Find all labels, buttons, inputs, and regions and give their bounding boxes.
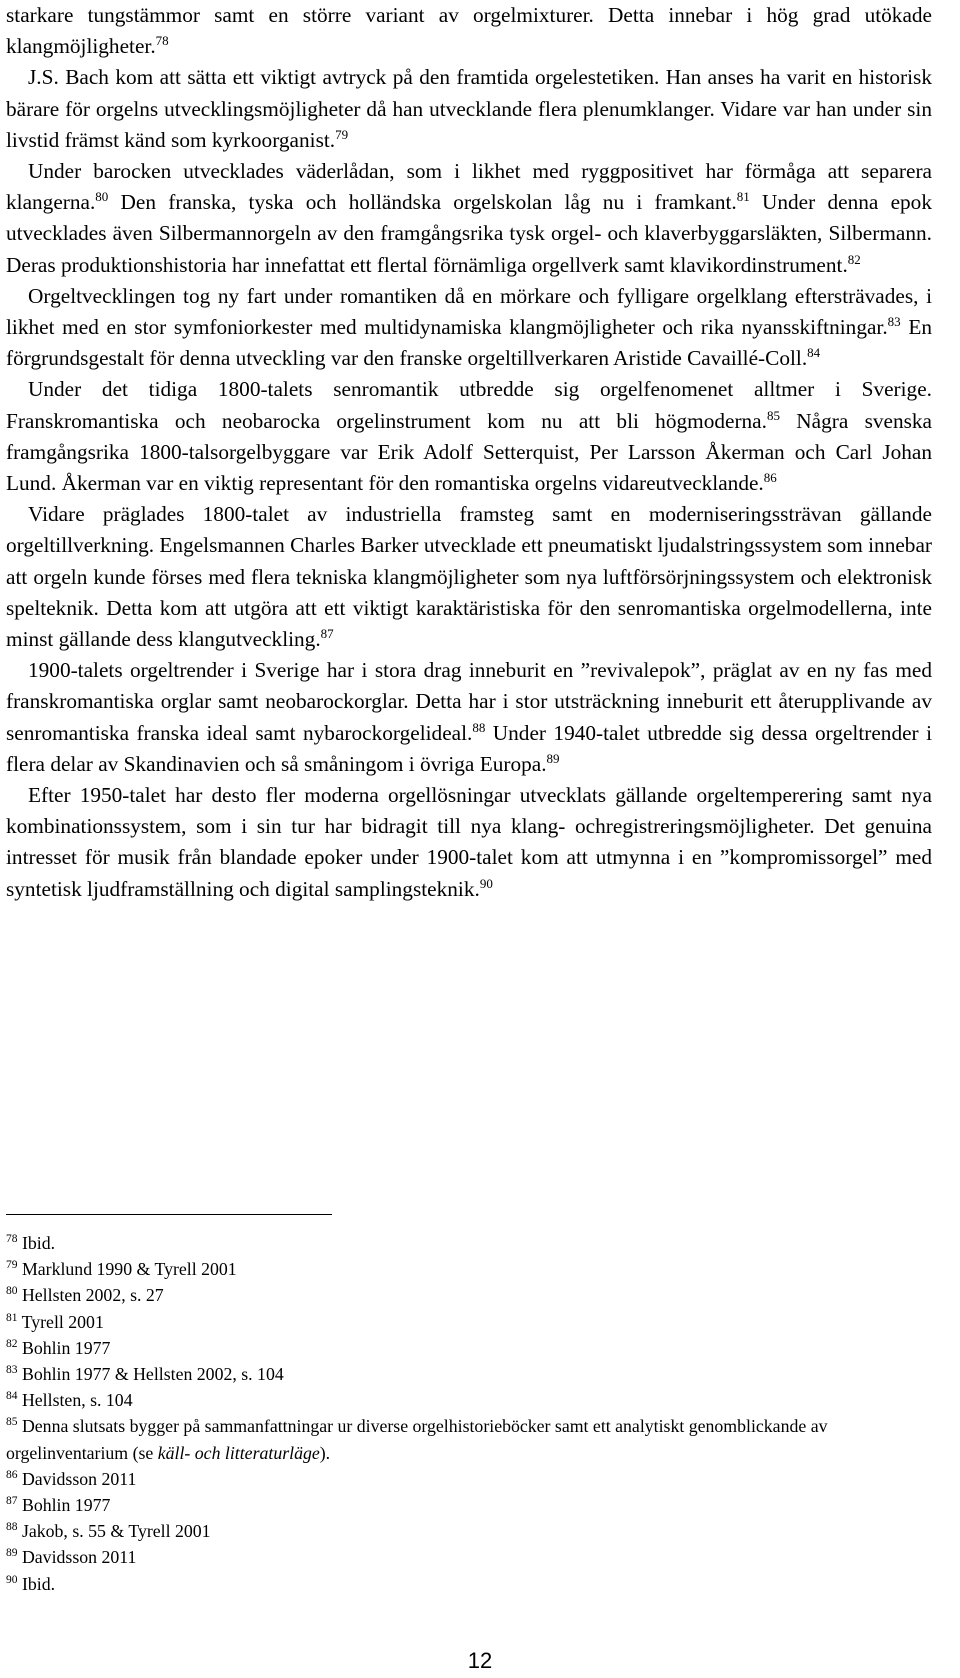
text-run: Orgeltvecklingen tog ny fart under romantiken då en mörkare och fylligare orgelklang eftersträvades, i likhet med en stor symfoniorkester med multidynamiska klangmöjligheter och rika nyansskiftningar.	[6, 283, 932, 340]
footnote-number: 85	[6, 1416, 18, 1429]
text-run: Några svenska framgångsrika 1800-talsorgelbyggare var Erik Adolf Setterquist, Per Larsson Åkerman och Carl Johan Lund. Åkerman var en viktig representant för den romantiska orgelns vidareutvecklande.	[6, 408, 932, 496]
footnote	[6, 1309, 932, 1335]
text-run: ).	[319, 1442, 331, 1463]
text-run: Ibid.	[21, 1233, 56, 1253]
footnote-number: 80	[6, 1285, 18, 1298]
text-run: starkare tungstämmor samt en större variant av orgelmixturer. Detta innebar i hög grad utökade klangmöjligheter.	[6, 3, 932, 59]
footnote	[6, 1335, 932, 1361]
text-run: Under det tidiga 1800-talets senromantik utbredde sig orgelfenomenet alltmer i Sverige. Franskromantiska och neobarocka orgelinstrument kom nu att bli högmoderna.	[6, 377, 932, 433]
text-run: Under denna epok utvecklades även Silbermannorgeln av den framgångsrika tysk orgel- och klaverbyggarsläkten, Silbermann. Deras produktionshistoria har innefattat ett flertal förnämliga orgellverk samt klavikordinstrument.	[6, 190, 932, 277]
footnote-ref: 85	[766, 407, 780, 423]
footnote-ref: 84	[807, 345, 821, 361]
footnote-ref: 90	[479, 875, 493, 891]
paragraph	[6, 156, 932, 281]
footnote	[6, 1544, 932, 1570]
footnote-ref: 78	[155, 33, 169, 49]
text-run: Denna slutsats bygger på sammanfattningar ur diverse orgelhistorieböcker samt ett analytiskt genomblickande av orgelinventarium (se	[6, 1416, 828, 1463]
footnote	[6, 1361, 932, 1387]
text-run: Bohlin 1977	[21, 1495, 111, 1516]
text-run: Marklund 1990 & Tyrell 2001	[21, 1259, 237, 1280]
footnote-number: 88	[6, 1521, 18, 1534]
footnote-ref: 80	[95, 189, 109, 205]
footnote	[6, 1256, 932, 1282]
paragraph	[6, 281, 932, 375]
footnote-ref: 82	[847, 251, 861, 267]
footnote-ref: 87	[320, 626, 334, 642]
body-text	[6, 0, 932, 905]
text-run: Hellsten 2002, s. 27	[21, 1285, 164, 1306]
text-run: Bohlin 1977	[21, 1337, 111, 1358]
footnote	[6, 1413, 932, 1465]
footnote-number: 89	[6, 1547, 18, 1560]
paragraph	[6, 780, 932, 905]
footnote	[6, 1518, 932, 1544]
footnote	[6, 1466, 932, 1492]
footnote	[6, 1571, 932, 1597]
text-run: Efter 1950-talet har desto fler moderna orgellösningar utvecklats gällande orgeltemperering samt nya kombinationssystem, som i sin tur har bidragit till nya klang- ochregistreringsmöjligheter. Det genuina intresset för musik från blandade epoker under 1900-talet kom att utmynna i en ”kompromissorgel” med syntetisk ljudframställning och digital samplingsteknik.	[6, 783, 932, 901]
footnote-number: 90	[6, 1573, 18, 1586]
footnote-number: 79	[6, 1259, 18, 1272]
footnote-number: 86	[6, 1468, 18, 1481]
italic-text: käll- och litteraturläge	[157, 1442, 320, 1463]
text-run: 1900-talets orgeltrender i Sverige har i stora drag inneburit en ”revivalepok”, präglat av en ny fas med franskromantiska orglar samt neobarockorglar. Detta har i stor utsträckning inneburit ett återupplivande av senromantiska franska ideal samt nybarockorgelideal.	[6, 658, 932, 745]
footnote-ref: 79	[335, 126, 349, 142]
footnote-number: 83	[6, 1364, 18, 1377]
footnote-ref: 86	[763, 470, 777, 486]
footnote-number: 87	[6, 1495, 18, 1508]
paragraph	[6, 499, 932, 655]
paragraph	[6, 62, 932, 156]
footnote-ref: 83	[887, 314, 901, 330]
text-run: Bohlin 1977 & Hellsten 2002, s. 104	[21, 1364, 284, 1385]
footnote	[6, 1230, 932, 1256]
footnotes	[6, 1230, 932, 1597]
text-run: J.S. Bach kom att sätta ett viktigt avtryck på den framtida orgelestetiken. Han anses ha varit en historisk bärare för orgelns utvecklingsmöjligheter då han utvecklande flera plenumklanger. Vidare var han under sin livstid främst känd som kyrkoorganist.	[6, 65, 932, 152]
text-run: Tyrell 2001	[21, 1311, 104, 1332]
footnote-ref: 81	[736, 189, 750, 205]
paragraph	[6, 0, 932, 62]
text-run: Den franska, tyska och holländska orgelskolan låg nu i framkant.	[108, 190, 737, 215]
footnote-ref: 88	[472, 719, 486, 735]
footnote	[6, 1282, 932, 1308]
footnote-separator	[6, 1214, 332, 1215]
text-run: Hellsten, s. 104	[21, 1390, 133, 1411]
text-run: Vidare präglades 1800-talet av industriella framsteg samt en moderniseringssträvan gällande orgeltillverkning. Engelsmannen Charles Barker utvecklade ett pneumatiskt ljudalstringssystem som innebar att orgeln kunde förses med flera tekniska klangmöjligheter som nya luftförsörjningssystem och elektronisk spelteknik. Detta kom att utgöra att ett viktigt karaktäristiska för den senromantiska orgelmodellerna, inte minst gällande dess klangutveckling.	[6, 502, 932, 652]
text-run: Under 1940-talet utbredde sig dessa orgeltrender i flera delar av Skandinavien och så småningom i övriga Europa.	[6, 720, 932, 776]
footnote-number: 81	[6, 1311, 18, 1324]
text-run: Davidsson 2011	[21, 1547, 137, 1568]
footnote-number: 78	[6, 1233, 18, 1245]
paragraph	[6, 374, 932, 499]
text-run: Jakob, s. 55 & Tyrell 2001	[21, 1521, 211, 1542]
text-run: Ibid.	[21, 1573, 56, 1594]
paragraph	[6, 655, 932, 780]
footnote-number: 84	[6, 1390, 18, 1403]
footnote-ref: 89	[546, 750, 560, 766]
text-run: Davidsson 2011	[21, 1468, 137, 1489]
footnote	[6, 1387, 932, 1413]
page-number: 12	[467, 1648, 493, 1673]
text-run: En förgrundsgestalt för denna utveckling var den franske orgeltillverkaren Aristide Cavaillé-Coll.	[6, 315, 932, 371]
text-run: Under barocken utvecklades väderlådan, som i likhet med ryggpositivet har förmåga att separera klangerna.	[6, 159, 932, 215]
footnote-number: 82	[6, 1337, 18, 1350]
footnote	[6, 1492, 932, 1518]
